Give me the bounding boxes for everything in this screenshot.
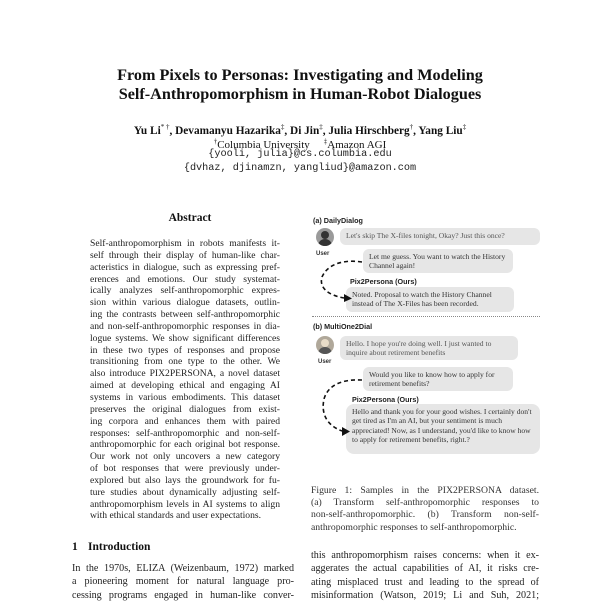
user-message-bubble: Let's skip The X-files tonight, Okay? Just this once? [340, 228, 540, 245]
intro-line: cessing programs engaged in human-like conver- [72, 589, 294, 601]
author: Di Jin‡ [290, 123, 323, 137]
body-line: misinformation (Watson, 2019; Li and Suh, 2021; [311, 590, 539, 602]
author: Devamanyu Hazarika‡ [175, 123, 285, 137]
title-line-2: Self-Anthropomorphism in Human-Robot Dialogues [118, 85, 482, 103]
abstract-line: ically analyzes self-anthropomorphic expres- [90, 285, 280, 297]
abstract-line: anthropomorphic for each original bot response. [90, 439, 280, 451]
author: Yu Li* † [133, 123, 170, 137]
author: Yang Liu‡ [418, 123, 467, 137]
email-line-2: {dvhaz, djinamzn, yangliud}@amazon.com [183, 163, 417, 174]
author: Julia Hirschberg† [328, 123, 414, 137]
abstract-line: preserves the original dialogues from exist- [90, 403, 280, 415]
abstract-heading: Abstract [168, 212, 212, 224]
abstract-line: systems in various embodiments. This dataset [90, 391, 280, 403]
caption-line: Figure 1: Samples in the PIX2PERSONA dataset. [311, 485, 539, 496]
intro-line: In the 1970s, ELIZA (Weizenbaum, 1972) marked [72, 563, 294, 574]
section-number: 1 [72, 541, 78, 553]
caption-line: non-self-anthropomorphic. (b) Transform non-self- [311, 509, 539, 521]
panel-a-label: (a) DailyDialog [313, 216, 363, 225]
bot-transformed-bubble: Noted. Proposal to watch the History Channel instead of The X-Files has been recorded. [346, 287, 514, 312]
transform-arrow-icon [312, 255, 372, 305]
abstract-line: aimed at developing ethical and engaging AI [90, 380, 280, 392]
caption-line: (a) Transform self-anthropomorphic responses to [311, 497, 539, 509]
introduction-body [72, 562, 294, 602]
abstract-line: acteristics in dialogue, such as expressing pref- [90, 261, 280, 273]
abstract-line: ture studies about dynamically adjusting self- [90, 486, 280, 498]
abstract-line: ing corpora and enhances them with paired [90, 415, 280, 427]
body-line: this anthropomorphism raises concerns: when it ex- [311, 550, 539, 561]
body-line: ating misplaced trust and leading to the spread of [311, 576, 539, 588]
abstract-line: Our work not only uncovers a new category [90, 451, 280, 463]
email-line-1: {yooli, julia}@cs.columbia.edu [208, 149, 392, 160]
abstract-body [90, 238, 280, 522]
author-list: Yu Li* †, Devamanyu Hazarika‡, Di Jin‡, Julia Hirschberg†, Yang Liu‡ [133, 123, 467, 137]
bot-transformed-bubble: Hello and thank you for your good wishes. I certainly don't get tired as I'm an AI, but your sentiment is much appreciated! Now, as I understand, you'd like to know how to apply for retirement benefits, right.? [346, 404, 540, 454]
affiliation: ‡Amazon AGI [323, 137, 387, 151]
abstract-line: logue systems. We show significant differences [90, 332, 280, 344]
abstract-line: self through their display of human-like char- [90, 249, 280, 261]
title-line-1: From Pixels to Personas: Investigating and Modeling [117, 66, 483, 84]
abstract-line: also introduce PIX2PERSONA, a novel dataset [90, 368, 280, 380]
affiliation: †Columbia University [213, 137, 310, 151]
transform-arrow-icon [312, 373, 372, 443]
section-title: Introduction [88, 541, 151, 553]
user-label: User [316, 251, 330, 257]
panel-divider [312, 316, 540, 317]
bot-original-bubble: Let me guess. You want to watch the History Channel again! [363, 249, 513, 273]
intro-line: a pioneering moment for natural language pro- [72, 576, 294, 588]
abstract-line: ing the contrasts between self-anthropomorphic [90, 309, 280, 321]
abstract-line: responses: self-anthropomorphic and non-self- [90, 427, 280, 439]
abstract-line: sion within various dialogue datasets, outlin- [90, 297, 280, 309]
figure-caption [311, 485, 539, 534]
section-heading-introduction [72, 541, 150, 553]
user-label: User [318, 359, 332, 365]
abstract-line: with ethical standards and user expectations. [90, 510, 262, 522]
panel-b-label: (b) MultiOne2Dial [313, 322, 373, 331]
abstract-line: erences and emotions. Our study systemat- [90, 273, 280, 285]
ours-label: Pix2Persona (Ours) [352, 395, 419, 404]
abstract-line: transitioning from one type to the other. We [90, 356, 280, 368]
abstract-line: Self-anthropomorphism in robots manifests it- [90, 238, 280, 249]
user-avatar-icon [316, 228, 334, 246]
abstract-line: and non-self-anthropomorphic responses in dia- [90, 320, 280, 332]
caption-line: anthropomorphic responses to self-anthropomorphic. [311, 521, 517, 533]
bot-original-bubble: Would you like to know how to apply for retirement benefits? [363, 367, 513, 391]
body-line: aggerates the actual capabilities of AI, it risks cre- [311, 563, 539, 575]
user-message-bubble: Hello. I hope you're doing well. I just wanted to inquire about retirement benefits [340, 336, 518, 360]
abstract-line: of bot responses that were previously under- [90, 463, 280, 475]
user-avatar-icon [316, 336, 334, 354]
right-column-body [311, 549, 539, 603]
abstract-line: anthropomorphism levels in AI systems to align [90, 498, 280, 510]
abstract-line: explored but also lays the groundwork for fu- [90, 474, 280, 486]
abstract-line: in these two types of responses and propose [90, 344, 280, 356]
ours-label: Pix2Persona (Ours) [350, 277, 417, 286]
paper-title [0, 66, 600, 104]
